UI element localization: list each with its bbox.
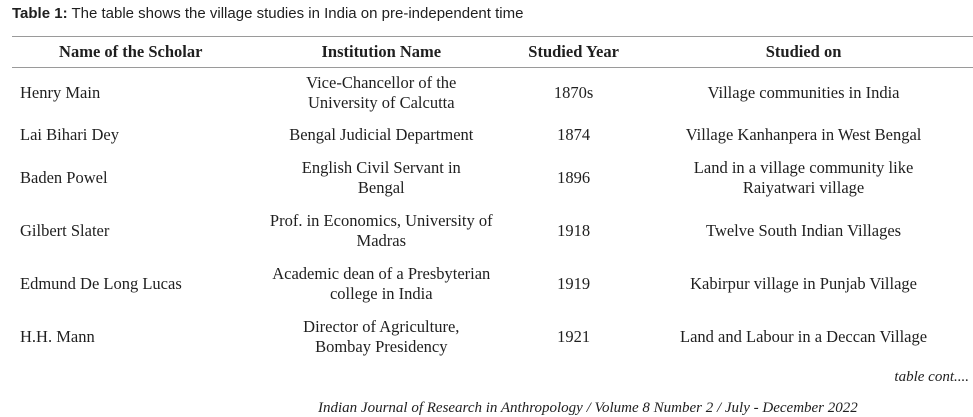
header-year: Studied Year: [513, 37, 634, 68]
cell-institution-text: Prof. in Economics, University of Madras: [269, 210, 493, 250]
cell-year: 1918: [557, 220, 591, 240]
cell-scholar: Baden Powel: [20, 168, 108, 187]
cell-scholar: Lai Bihari Dey: [20, 125, 119, 144]
cell-studied-on: Village Kanhanpera in West Bengal: [685, 125, 922, 144]
village-studies-table: [12, 36, 973, 364]
header-studied-on: Studied on: [634, 37, 973, 68]
cell-institution-text: Director of Agriculture, Bombay Presidency: [303, 316, 460, 356]
caption-label: Table 1:: [12, 5, 68, 22]
cell-studied-on: [634, 153, 973, 203]
cell-institution-text: Vice-Chancellor of the University of Calcutta: [306, 72, 457, 112]
cell-scholar: Henry Main: [20, 82, 101, 102]
cell-year: 1870s: [553, 82, 594, 102]
cell-institution-text: Academic dean of a Presbyterian college in India: [272, 263, 491, 303]
cell-institution: [250, 309, 514, 364]
cell-scholar: H.H. Mann: [20, 326, 95, 346]
cell-institution: [250, 153, 514, 203]
table-row: [12, 309, 973, 364]
table-row: [12, 68, 973, 118]
table-header-row: [12, 37, 973, 68]
header-institution: Institution Name: [250, 37, 514, 68]
table-row: [12, 258, 973, 309]
table-row: [12, 117, 973, 153]
table-continuation-note: table cont....: [894, 369, 969, 385]
cell-year: 1896: [557, 168, 591, 187]
table-row: [12, 153, 973, 203]
cell-institution: [250, 258, 514, 309]
cell-year: 1921: [557, 326, 591, 346]
cell-scholar: Edmund De Long Lucas: [20, 273, 182, 293]
cell-scholar: Gilbert Slater: [20, 220, 110, 240]
table-caption: [12, 5, 523, 22]
cell-studied-on: Twelve South Indian Villages: [706, 220, 902, 240]
cell-institution-text: English Civil Servant in Bengal: [301, 158, 461, 197]
cell-studied-on: Village communities in India: [707, 82, 900, 102]
cell-institution: Bengal Judicial Department: [289, 125, 474, 144]
cell-institution: [250, 203, 514, 258]
table-row: [12, 203, 973, 258]
journal-footer: Indian Journal of Research in Anthropology / Volume 8 Number 2 / July - December 2022: [318, 400, 858, 416]
cell-studied-on: Kabirpur village in Punjab Village: [690, 273, 918, 293]
cell-year: 1874: [557, 125, 591, 144]
cell-institution: [250, 68, 514, 118]
caption-text: The table shows the village studies in India on pre-independent time: [67, 5, 524, 22]
cell-year: 1919: [557, 273, 591, 293]
cell-studied-on: Land and Labour in a Deccan Village: [680, 326, 928, 346]
header-scholar: Name of the Scholar: [12, 37, 250, 68]
cell-studied-on-text: Land in a village community like Raiyatwari village: [693, 158, 914, 197]
